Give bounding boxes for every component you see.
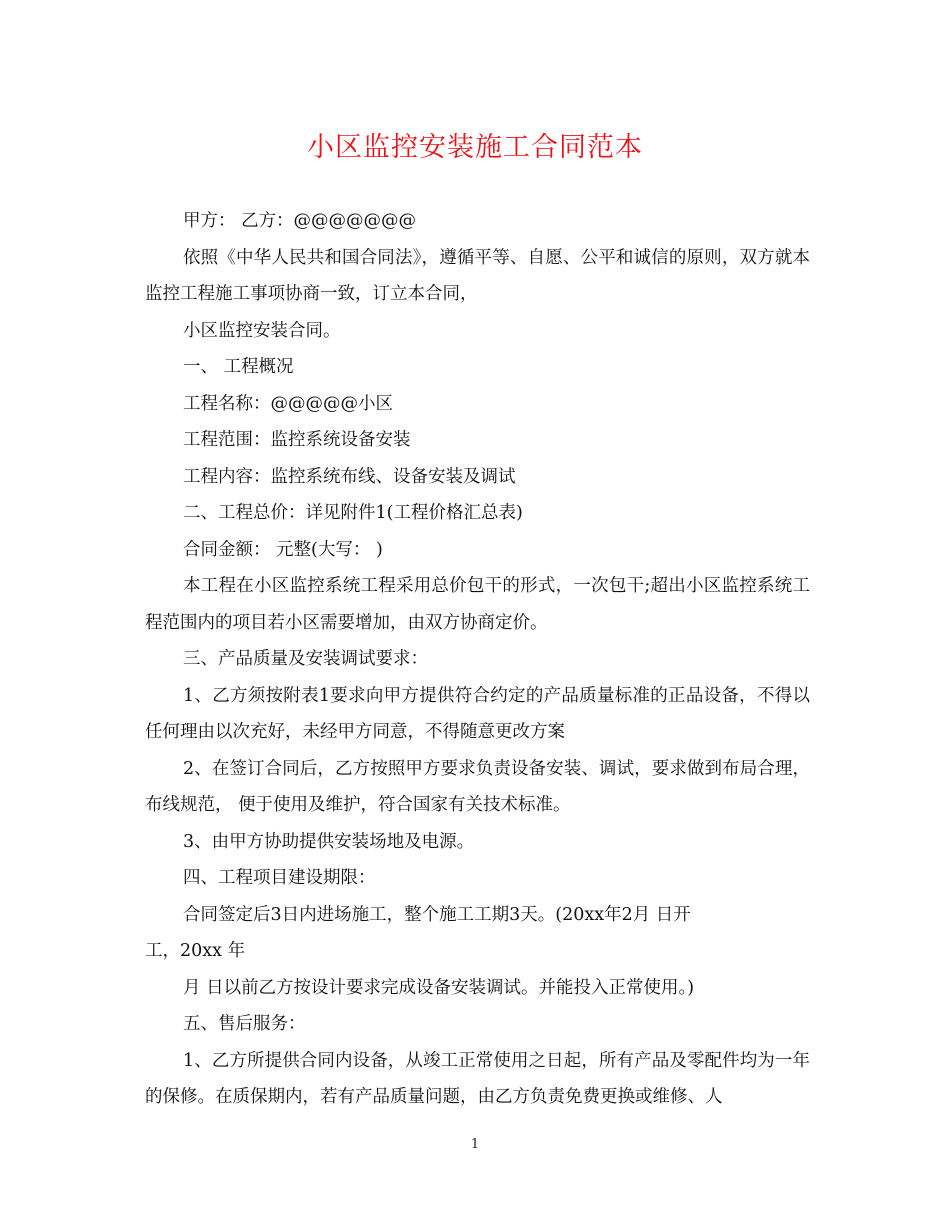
document-body — [145, 203, 810, 1116]
section-heading-total-price: 二、工程总价：详见附件1(工程价格汇总表) — [183, 503, 523, 523]
paragraph-quality-2: 2、在签订合同后，乙方按照甲方要求负责设备安装、调试，要求做到布局合理，布线规范， 便于使用及维护，符合国家有关技术标准。 — [145, 758, 810, 815]
document-title: 小区监控安装施工合同范本 — [307, 132, 643, 163]
paragraph-after-sales-1: 1、乙方所提供合同内设备，从竣工正常使用之日起，所有产品及零配件均为一年的保修。在质保期内，若有产品质量问题，由乙方负责免费更换或维修、人 — [145, 1050, 810, 1107]
paragraph-preamble: 依照《中华人民共和国合同法》，遵循平等、自愿、公平和诚信的原则，双方就本监控工程施工事项协商一致，订立本合同， — [145, 247, 810, 304]
section-heading-quality: 三、产品质量及安装调试要求： — [183, 649, 428, 669]
paragraph-quality-3: 3、由甲方协助提供安装场地及电源。 — [183, 831, 475, 852]
paragraph-project-content: 工程内容：监控系统布线、设备安装及调试 — [183, 466, 516, 487]
paragraph-project-scope: 工程范围：监控系统设备安装 — [183, 430, 411, 450]
section-heading-after-sales: 五、售后服务： — [183, 1014, 306, 1034]
section-heading-overview: 一、 工程概况 — [183, 357, 294, 377]
page-number: 1 — [470, 1137, 480, 1152]
paragraph-lump-sum: 本工程在小区监控系统工程采用总价包干的形式，一次包干;超出小区监控系统工程范围内的项目若小区需要增加，由双方协商定价。 — [145, 576, 810, 633]
paragraph-quality-1: 1、乙方须按附表1要求向甲方提供符合约定的产品质量标准的正品设备，不得以任何理由以次充好，未经甲方同意，不得随意更改方案 — [145, 685, 810, 742]
paragraph-schedule-1: 合同签定后3日内进场施工，整个施工工期3天。(20xx年2月 日开 — [183, 904, 691, 925]
paragraph-parties: 甲方： 乙方：@@@@@@@ — [183, 211, 417, 231]
paragraph-contract-name: 小区监控安装合同。 — [183, 320, 341, 341]
paragraph-contract-amount: 合同金额： 元整(大写： ) — [183, 539, 383, 560]
section-heading-schedule: 四、工程项目建设期限： — [183, 868, 376, 888]
paragraph-schedule-3: 月 日以前乙方按设计要求完成设备安装调试。并能投入正常使用。) — [183, 977, 695, 998]
paragraph-schedule-2: 工，20xx 年 — [145, 941, 246, 961]
paragraph-project-name: 工程名称：@@@@@小区 — [183, 393, 393, 414]
